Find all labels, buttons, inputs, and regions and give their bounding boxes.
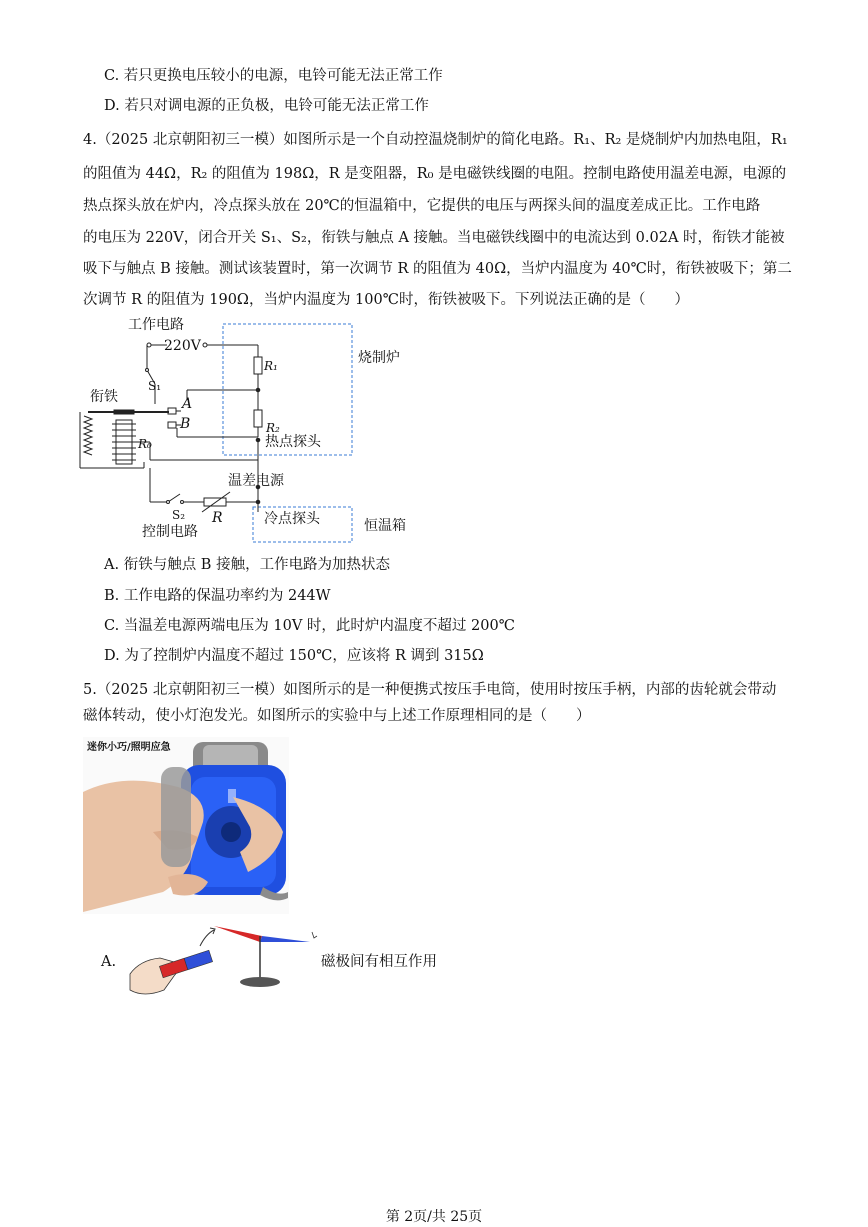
label-temp-source: 温差电源 bbox=[228, 473, 284, 489]
label-hot-probe: 热点探头 bbox=[265, 434, 321, 450]
q4-line-5: 吸下与触点 B 接触。测试该装置时，第一次调节 R 的阻值为 40Ω，当炉内温度为 40℃时，衔铁被吸下；第二 bbox=[83, 261, 792, 277]
q4-option-c: C. 当温差电源两端电压为 10V 时，此时炉内温度不超过 200℃ bbox=[104, 618, 515, 634]
magnet-experiment-figure bbox=[126, 922, 322, 998]
option-c-prev: C. 若只更换电压较小的电源，电铃可能无法正常工作 bbox=[104, 68, 443, 84]
label-work-circuit: 工作电路 bbox=[128, 317, 184, 333]
option-d-prev: D. 若只对调电源的正负极，电铃可能无法正常工作 bbox=[104, 98, 429, 114]
label-thermostat: 恒温箱 bbox=[364, 518, 406, 534]
q4-line-2: 的阻值为 44Ω，R₂ 的阻值为 198Ω，R 是变阻器，R₀ 是电磁铁线圈的电阻。控制电路使用温差电源，电源的 bbox=[83, 166, 787, 182]
label-armature: 衔铁 bbox=[90, 389, 118, 405]
label-s1: S₁ bbox=[148, 379, 162, 393]
q5-option-a-letter: A. bbox=[101, 954, 117, 970]
label-r0: R₀ bbox=[138, 437, 152, 451]
photo-caption: 迷你小巧/照明应急 bbox=[87, 742, 171, 753]
label-contact-a: A bbox=[182, 396, 193, 412]
q4-option-b: B. 工作电路的保温功率约为 244W bbox=[104, 588, 331, 604]
label-s2: S₂ bbox=[172, 508, 186, 522]
q5-option-a-caption: 磁极间有相互作用 bbox=[321, 954, 437, 970]
label-r1: R₁ bbox=[264, 359, 278, 373]
q4-line-3: 热点探头放在炉内，冷点探头放在 20℃的恒温箱中，它提供的电压与两探头间的温度差成正比。工作电路 bbox=[83, 198, 761, 214]
q4-line-4: 的电压为 220V，闭合开关 S₁、S₂，衔铁与触点 A 接触。当电磁铁线圈中的电流达到 0.02A 时，衔铁才能被 bbox=[83, 230, 785, 246]
circuit-diagram bbox=[72, 312, 412, 544]
flashlight-photo bbox=[83, 737, 289, 914]
q5-line-1: 5.（2025 北京朝阳初三一模）如图所示的是一种便携式按压手电筒，使用时按压手柄，内部的齿轮就会带动 bbox=[83, 682, 777, 698]
q4-option-a: A. 衔铁与触点 B 接触，工作电路为加热状态 bbox=[104, 557, 391, 573]
label-control-circuit: 控制电路 bbox=[142, 524, 198, 540]
label-r2: R₂ bbox=[266, 421, 280, 435]
q4-line-6: 次调节 R 的阻值为 190Ω，当炉内温度为 100℃时，衔铁被吸下。下列说法正确的是（ ） bbox=[83, 292, 689, 308]
label-contact-b: B bbox=[180, 416, 191, 432]
label-r: R bbox=[212, 510, 223, 526]
page-footer: 第 2页/共 25页 bbox=[385, 1209, 483, 1225]
label-furnace: 烧制炉 bbox=[358, 350, 400, 366]
q5-line-2: 磁体转动，使小灯泡发光。如图所示的实验中与上述工作原理相同的是（ ） bbox=[83, 708, 591, 724]
label-voltage: 220V bbox=[164, 338, 201, 354]
q4-option-d: D. 为了控制炉内温度不超过 150℃，应该将 R 调到 315Ω bbox=[104, 648, 484, 664]
q4-line-1: 4.（2025 北京朝阳初三一模）如图所示是一个自动控温烧制炉的简化电路。R₁、R₂ 是烧制炉内加热电阻，R₁ bbox=[83, 132, 788, 148]
label-cold-probe: 冷点探头 bbox=[264, 511, 320, 527]
